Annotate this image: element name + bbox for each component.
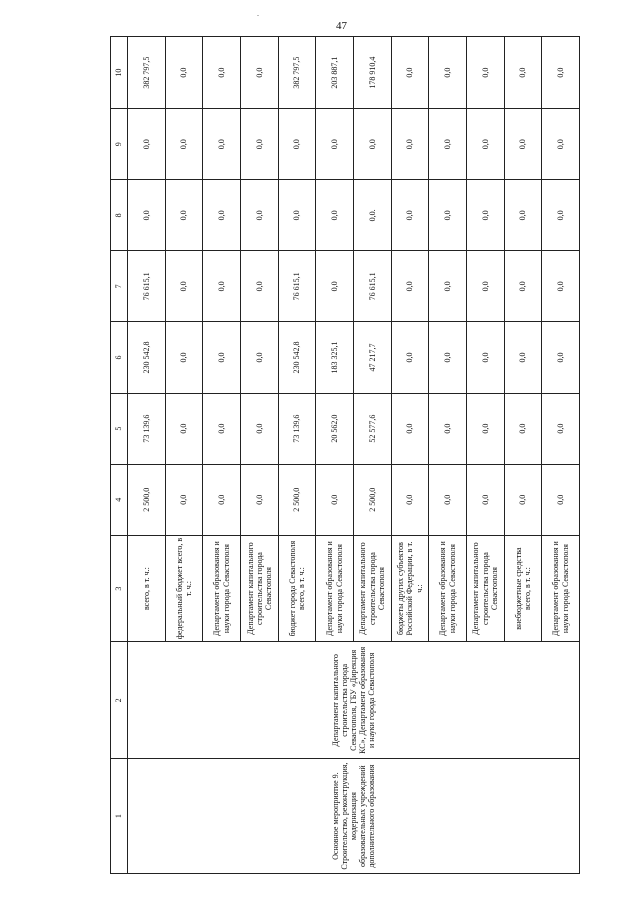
- value-cell: 0,0: [316, 251, 354, 322]
- value-cell: 0,0: [278, 180, 316, 251]
- value-cell: 0,0: [429, 464, 467, 535]
- value-cell: 0,0: [466, 180, 504, 251]
- value-cell: 76 615,1: [128, 251, 166, 322]
- value-cell: 2 500,0: [353, 464, 391, 535]
- header-col-1: 1: [111, 759, 128, 874]
- value-cell: 73 139,6: [128, 393, 166, 464]
- value-cell: 0,0: [542, 251, 580, 322]
- table-body: [128, 37, 580, 874]
- value-cell: 0,0: [240, 322, 278, 393]
- value-cell: 0,0: [504, 464, 542, 535]
- value-cell: 0,0: [165, 251, 203, 322]
- funding-source-cell: Департамент образования и науки города Севастополя: [542, 535, 580, 642]
- value-cell: 0,0: [391, 180, 429, 251]
- value-cell: 76 615,1: [353, 251, 391, 322]
- value-cell: 73 139,6: [278, 393, 316, 464]
- value-cell: 0,0: [466, 251, 504, 322]
- rotated-sheet: [110, 36, 580, 874]
- value-cell: 203 887,1: [316, 37, 354, 109]
- value-cell: 0,0: [128, 109, 166, 180]
- table-row: [128, 37, 166, 874]
- page-number: 47: [336, 20, 347, 32]
- value-cell: 0,0: [165, 37, 203, 109]
- value-cell: 0,0: [203, 251, 241, 322]
- header-col-4: 4: [111, 464, 128, 535]
- funding-source-cell: бюджет города Севастополя всего, в т. ч.:: [278, 535, 316, 642]
- header-col-5: 5: [111, 393, 128, 464]
- responsible-cell: Департамент капитального строительства города Севастополя, ГБУ «Дирекция КС», Департамент образования и науки города Севастополя: [128, 642, 580, 759]
- header-col-9: 9: [111, 109, 128, 180]
- value-cell: 0,0: [542, 464, 580, 535]
- value-cell: 382 797,5: [128, 37, 166, 109]
- value-cell: 0,0: [391, 393, 429, 464]
- value-cell: 0,0: [203, 464, 241, 535]
- value-cell: 0,0: [316, 109, 354, 180]
- header-col-8: 8: [111, 180, 128, 251]
- funding-table: [110, 36, 580, 874]
- funding-source-cell: Департамент капитального строительства города Севастополя: [466, 535, 504, 642]
- value-cell: 0,0: [203, 322, 241, 393]
- value-cell: 0,0: [504, 322, 542, 393]
- value-cell: 183 325,1: [316, 322, 354, 393]
- value-cell: 0,0: [466, 322, 504, 393]
- funding-source-cell: всего, в т. ч.:: [128, 535, 166, 642]
- funding-source-cell: бюджеты других субъектов Российской Федерации, в т. ч.:: [391, 535, 429, 642]
- value-cell: 0,0: [466, 464, 504, 535]
- value-cell: 178 910,4: [353, 37, 391, 109]
- value-cell: 0,0: [504, 180, 542, 251]
- value-cell: 0,0: [504, 109, 542, 180]
- value-cell: 0,0: [391, 37, 429, 109]
- value-cell: 0,0: [542, 37, 580, 109]
- funding-source-cell: Департамент образования и науки города Севастополя: [203, 535, 241, 642]
- value-cell: 0,0: [429, 180, 467, 251]
- value-cell: 0,0: [466, 393, 504, 464]
- header-col-6: 6: [111, 322, 128, 393]
- value-cell: 20 562,0: [316, 393, 354, 464]
- value-cell: 0,0: [353, 109, 391, 180]
- value-cell: 0,0.: [353, 180, 391, 251]
- value-cell: 0,0: [278, 109, 316, 180]
- value-cell: 0,0: [466, 109, 504, 180]
- value-cell: 0,0: [316, 180, 354, 251]
- value-cell: 382 797,5: [278, 37, 316, 109]
- value-cell: 0,0: [542, 109, 580, 180]
- value-cell: 0,0: [391, 251, 429, 322]
- value-cell: 0,0: [316, 464, 354, 535]
- value-cell: 47 217,7: [353, 322, 391, 393]
- value-cell: 0,0: [240, 393, 278, 464]
- value-cell: 2 500,0: [128, 464, 166, 535]
- value-cell: 0,0: [165, 393, 203, 464]
- funding-source-cell: Департамент капитального строительства города Севастополя: [353, 535, 391, 642]
- value-cell: 230 542,8: [128, 322, 166, 393]
- value-cell: 52 577,6: [353, 393, 391, 464]
- value-cell: 0,0: [466, 37, 504, 109]
- value-cell: 0,0: [429, 109, 467, 180]
- value-cell: 0,0: [240, 109, 278, 180]
- value-cell: 230 542,8: [278, 322, 316, 393]
- value-cell: 0,0: [504, 251, 542, 322]
- header-col-2: 2: [111, 642, 128, 759]
- value-cell: 0,0: [240, 464, 278, 535]
- value-cell: 0,0: [542, 322, 580, 393]
- funding-source-cell: Департамент капитального строительства города Севастополя: [240, 535, 278, 642]
- header-row: [111, 37, 128, 874]
- activity-name-cell: Основное мероприятие 9. Строительство, реконструкция, модернизация образовательных учреждений дополнительного образования: [128, 759, 580, 874]
- value-cell: 0,0: [240, 251, 278, 322]
- funding-source-cell: федеральный бюджет всего, в т. ч.:: [165, 535, 203, 642]
- value-cell: 76 615,1: [278, 251, 316, 322]
- value-cell: 0,0: [429, 393, 467, 464]
- value-cell: 0,0: [203, 393, 241, 464]
- header-col-3: 3: [111, 535, 128, 642]
- value-cell: 0,0: [203, 109, 241, 180]
- value-cell: 0,0: [542, 393, 580, 464]
- page-dot: .: [257, 9, 259, 18]
- value-cell: 0,0: [391, 322, 429, 393]
- value-cell: 2 500,0: [278, 464, 316, 535]
- value-cell: 0,0: [203, 180, 241, 251]
- value-cell: 0,0: [391, 109, 429, 180]
- value-cell: 0,0: [128, 180, 166, 251]
- value-cell: 0,0: [504, 37, 542, 109]
- value-cell: 0,0: [240, 180, 278, 251]
- value-cell: 0,0: [542, 180, 580, 251]
- value-cell: 0,0: [165, 322, 203, 393]
- value-cell: 0,0: [504, 393, 542, 464]
- value-cell: 0,0: [429, 322, 467, 393]
- funding-source-cell: внебюджетные средства всего, в т. ч.:: [504, 535, 542, 642]
- funding-source-cell: Департамент образования и науки города Севастополя: [429, 535, 467, 642]
- header-col-7: 7: [111, 251, 128, 322]
- value-cell: 0,0: [165, 464, 203, 535]
- value-cell: 0,0: [240, 37, 278, 109]
- header-col-10: 10: [111, 37, 128, 109]
- value-cell: 0,0: [429, 37, 467, 109]
- funding-source-cell: Департамент образования и науки города Севастополя: [316, 535, 354, 642]
- value-cell: 0,0: [165, 180, 203, 251]
- value-cell: 0,0: [165, 109, 203, 180]
- value-cell: 0,0: [203, 37, 241, 109]
- value-cell: 0,0: [429, 251, 467, 322]
- value-cell: 0,0: [391, 464, 429, 535]
